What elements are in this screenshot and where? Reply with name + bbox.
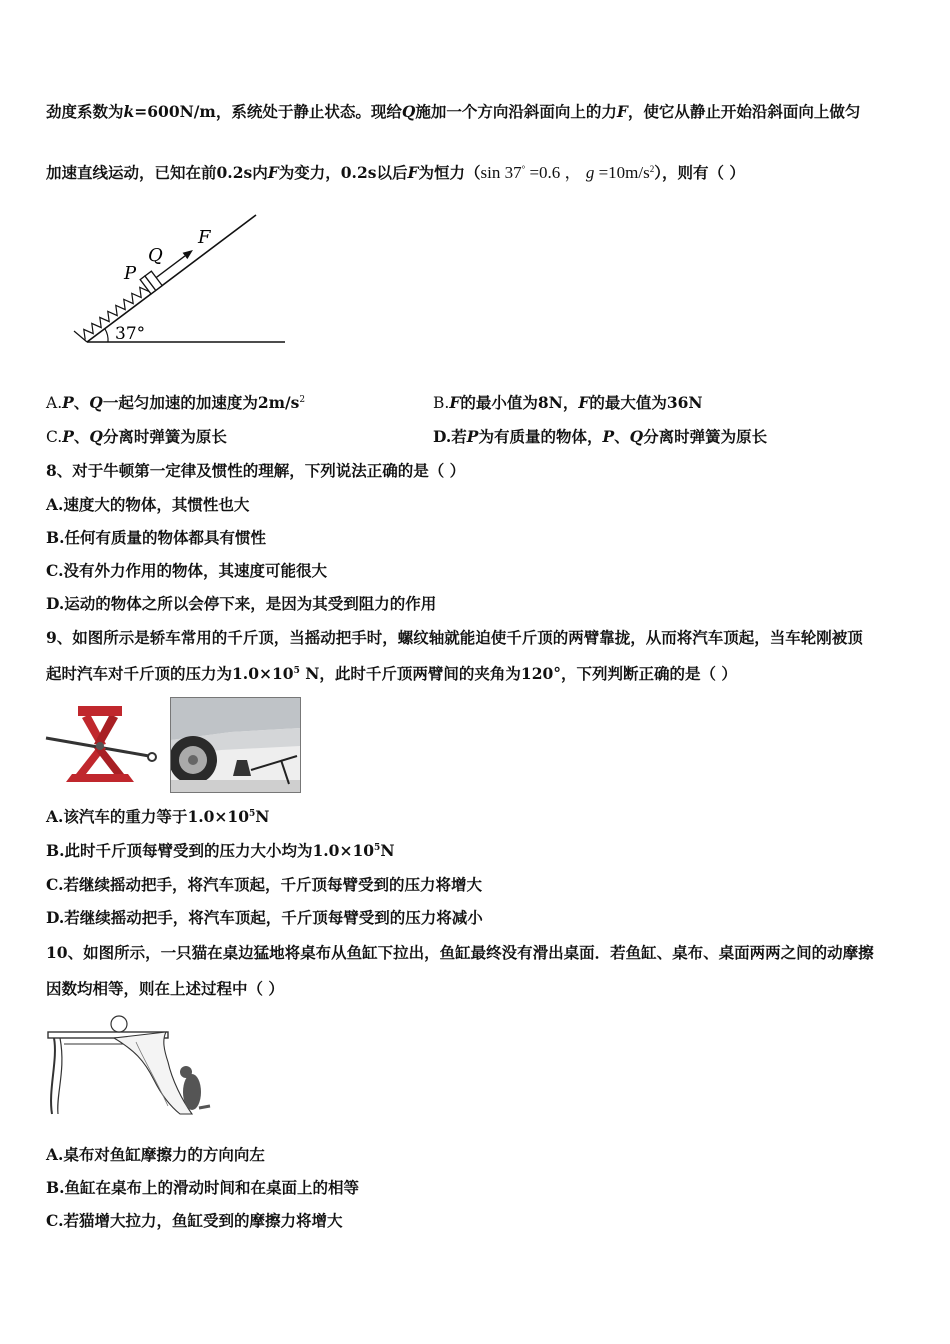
q8-stem: 8、对于牛顿第一定律及惯性的理解，下列说法正确的是（ ）	[46, 461, 466, 480]
q7-option-d[interactable]: D.若P为有质量的物体，P、Q分离时弹簧为原长	[433, 427, 768, 446]
q10-stem-line1: 10、如图所示，一只猫在桌边猛地将桌布从鱼缸下拉出，鱼缸最终没有滑出桌面．若鱼缸、桌布、桌面两两之间的动摩擦	[46, 943, 874, 962]
q7-option-b[interactable]: B.F的最小值为8N，F的最大值为36N	[433, 393, 703, 412]
q8-option-a[interactable]: A.速度大的物体，其惯性也大	[46, 495, 250, 514]
q10-option-b[interactable]: B.鱼缸在桌布上的滑动时间和在桌面上的相等	[46, 1178, 359, 1197]
q7-option-a[interactable]: A.P、Q一起匀加速的加速度为$2m/s^2$	[46, 393, 306, 412]
q10-stem-line2: 因数均相等，则在上述过程中（ ）	[46, 979, 284, 998]
q9-stem-line2: 起时汽车对千斤顶的压力为$1.0\times 10^5$ N，此时千斤顶两臂间的夹角为120°，下列判断正确的是（ ）	[46, 664, 737, 683]
q9-stem-line1: 9、如图所示是轿车常用的千斤顶，当摇动把手时，螺纹轴就能迫使千斤顶的两臂靠拢，从而将汽车顶起，当车轮刚被顶	[46, 628, 863, 647]
q10-option-a[interactable]: A.桌布对鱼缸摩擦力的方向向左	[46, 1145, 265, 1164]
q9-option-b[interactable]: B.此时千斤顶每臂受到的压力大小均为$1.0\times 10^5N$	[46, 841, 395, 860]
car-lifted-photo	[170, 697, 301, 793]
q10-option-c[interactable]: C.若猫增大拉力，鱼缸受到的摩擦力将增大	[46, 1211, 343, 1230]
q9-option-a[interactable]: A.该汽车的重力等于$1.0\times 10^5N$	[46, 807, 270, 826]
label-Q: Q	[148, 245, 163, 266]
label-F: F	[198, 227, 211, 248]
q7-stem-line1: 劲度系数为k=600N/m，系统处于静止状态。现给Q施加一个方向沿斜面向上的力F，使它从静止开始沿斜面向上做匀	[46, 102, 861, 121]
car-photo-drawing	[171, 698, 300, 792]
q8-option-b[interactable]: B.任何有质量的物体都具有惯性	[46, 528, 266, 547]
incline-spring-figure	[60, 205, 300, 350]
q7-option-c[interactable]: C.P、Q分离时弹簧为原长	[46, 427, 227, 446]
q8-option-d[interactable]: D.运动的物体之所以会停下来，是因为其受到阻力的作用	[46, 594, 437, 613]
cat-table-figure	[44, 1010, 214, 1120]
label-P: P	[124, 263, 137, 284]
q9-option-c[interactable]: C.若继续摇动把手，将汽车顶起，千斤顶每臂受到的压力将增大	[46, 875, 482, 894]
car-jack-image	[44, 700, 160, 790]
sin-expression: sin 37° =0.6 ， $g =10m/s^2$	[480, 163, 655, 182]
q9-option-d[interactable]: D.若继续摇动把手，将汽车顶起，千斤顶每臂受到的压力将减小	[46, 908, 483, 927]
q8-option-c[interactable]: C.没有外力作用的物体，其速度可能很大	[46, 561, 327, 580]
angle-label: 37°	[115, 324, 146, 344]
q7-stem-line2: 加速直线运动，已知在前0.2s内F为变力，0.2s以后F为恒力（sin 37° =0.6 ， $g =10m/s^2$），则有（ ）	[46, 163, 745, 182]
